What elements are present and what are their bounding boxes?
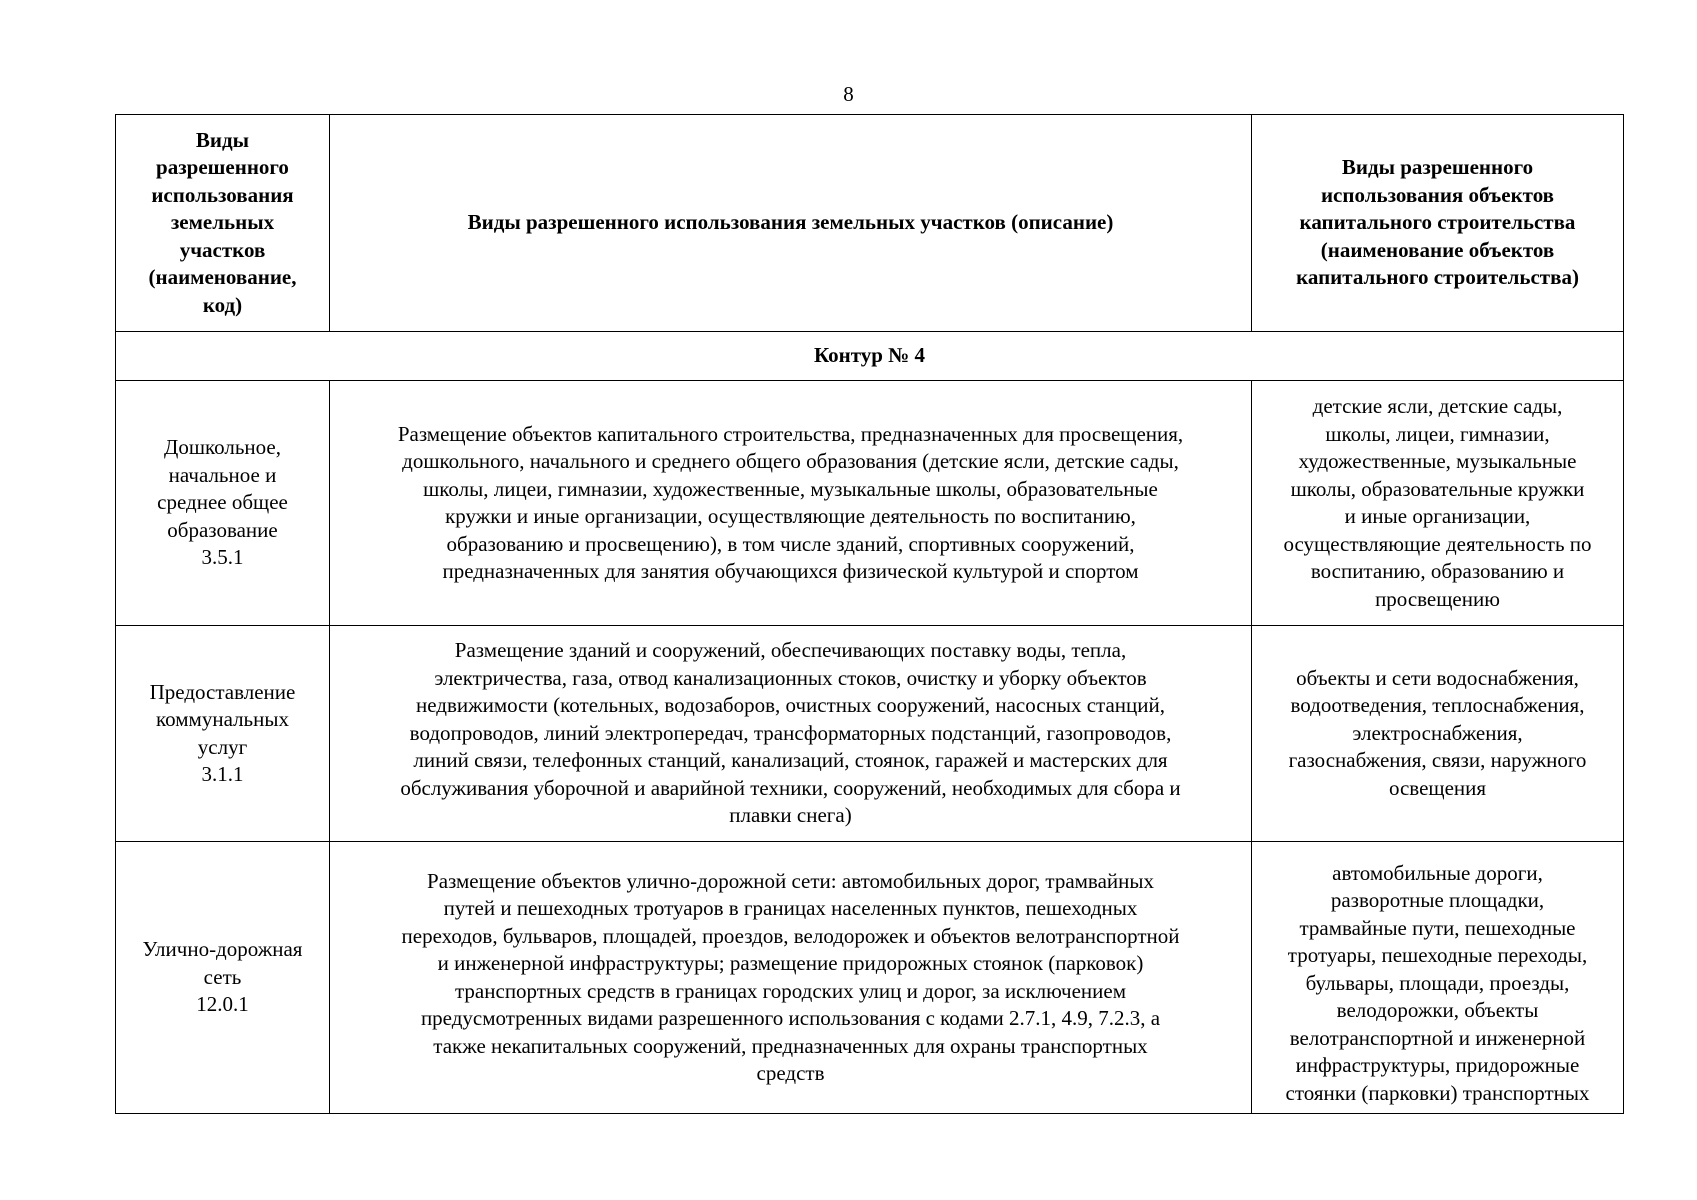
capital-objects-cell: автомобильные дороги, разворотные площадки, трамвайные пути, пешеходные тротуары, пешеходные переходы, бульвары, площади, проезды, велодорожки, объекты велотранспортной и инженерной инфраструктуры, придорожные стоянки (парковки) транспортных: [1252, 842, 1624, 1114]
table-header-row: [116, 115, 1624, 332]
table-row: [116, 626, 1624, 842]
land-use-name-cell: Предоставление коммунальных услуг 3.1.1: [116, 626, 330, 842]
table-row: [116, 842, 1624, 1114]
table-row: [116, 381, 1624, 626]
section-row: [116, 332, 1624, 381]
page-number: 8: [843, 82, 854, 106]
land-use-description-cell: Размещение объектов улично-дорожной сети: автомобильных дорог, трамвайных путей и пешеходных тротуаров в границах населенных пунктов, пешеходных переходов, бульваров, площадей, проездов, велодорожек и объектов велотранспортной и инженерной инфраструктуры; размещение придорожных стоянок (парковок) транспортных средств в границах городских улиц и дорог, за исключением предусмотренных видами разрешенного использования с кодами 2.7.1, 4.9, 7.2.3, а также некапитальных сооружений, предназначенных для охраны транспортных средств: [330, 842, 1252, 1114]
header-land-use-description: Виды разрешенного использования земельных участков (описание): [330, 115, 1252, 332]
section-title: Контур № 4: [116, 332, 1624, 381]
land-use-table: [115, 114, 1624, 1114]
land-use-description-cell: Размещение объектов капитального строительства, предназначенных для просвещения, дошкольного, начального и среднего общего образования (детские ясли, детские сады, школы, лицеи, гимназии, художественные, музыкальные школы, образовательные кружки и иные организации, осуществляющие деятельность по воспитанию, образованию и просвещению), в том числе зданий, спортивных сооружений, предназначенных для занятия обучающихся физической культурой и спортом: [330, 381, 1252, 626]
land-use-description-cell: Размещение зданий и сооружений, обеспечивающих поставку воды, тепла, электричества, газа, отвод канализационных стоков, очистку и уборку объектов недвижимости (котельных, водозаборов, очистных сооружений, насосных станций, водопроводов, линий электропередач, трансформаторных подстанций, газопроводов, линий связи, телефонных станций, канализаций, стоянок, гаражей и мастерских для обслуживания уборочной и аварийной техники, сооружений, необходимых для сбора и плавки снега): [330, 626, 1252, 842]
capital-objects-cell: объекты и сети водоснабжения, водоотведения, теплоснабжения, электроснабжения, газоснабжения, связи, наружного освещения: [1252, 626, 1624, 842]
capital-objects-cell: детские ясли, детские сады, школы, лицеи, гимназии, художественные, музыкальные школы, образовательные кружки и иные организации, осуществляющие деятельность по воспитанию, образованию и просвещению: [1252, 381, 1624, 626]
header-land-use-name: Виды разрешенного использования земельных участков (наименование, код): [116, 115, 330, 332]
header-capital-objects: Виды разрешенного использования объектов капитального строительства (наименование объектов капитального строительства): [1252, 115, 1624, 332]
land-use-name-cell: Дошкольное, начальное и среднее общее образование 3.5.1: [116, 381, 330, 626]
land-use-name-cell: Улично-дорожная сеть 12.0.1: [116, 842, 330, 1114]
